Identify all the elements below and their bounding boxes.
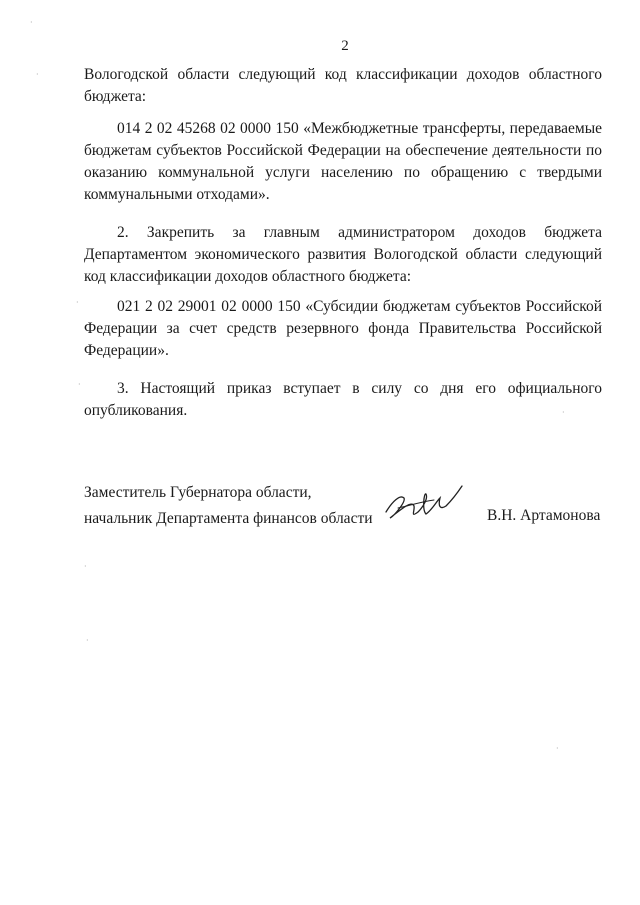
scan-speck: · xyxy=(78,380,81,389)
signatory-name: В.Н. Артамонова xyxy=(487,507,601,524)
paragraph-text: 014 2 02 45268 02 0000 150 «Межбюджетные трансферты, передаваемые бюджетам субъектов Российской Федерации на обеспечение деятельности по оказанию коммунальной услуги населению по обращению с твердыми коммунальными отходами». xyxy=(84,120,602,203)
scan-speck: · xyxy=(86,636,89,645)
paragraph-text: 021 2 02 29001 02 0000 150 «Субсидии бюджетам субъектов Российской Федерации за счет средств резервного фонда Правительства Российской Федерации». xyxy=(84,298,602,359)
document-paragraph-3 xyxy=(84,222,602,288)
position-line-1: Заместитель Губернатора области, xyxy=(84,484,312,501)
paragraph-text: Вологодской области следующий код классификации доходов областного бюджета: xyxy=(84,66,602,105)
document-paragraph-1 xyxy=(84,64,602,108)
page-number: 2 xyxy=(341,38,349,54)
document-paragraph-2 xyxy=(84,118,602,206)
paragraph-text: 2. Закрепить за главным администратором доходов бюджета Департаментом экономического развития Вологодской области следующий код классификации доходов областного бюджета: xyxy=(84,224,602,285)
scan-speck: · xyxy=(556,744,559,753)
scan-speck: · xyxy=(562,408,565,417)
scan-speck: · xyxy=(36,70,39,79)
handwritten-signature xyxy=(378,480,468,530)
document-paragraph-5 xyxy=(84,378,602,422)
scan-speck: · xyxy=(30,18,33,27)
position-line-2: начальник Департамента финансов области xyxy=(84,510,373,527)
scan-speck: · xyxy=(84,562,87,571)
document-paragraph-4 xyxy=(84,296,602,362)
signatory-position xyxy=(84,480,373,532)
paragraph-text: 3. Настоящий приказ вступает в силу со дня его официального опубликования. xyxy=(84,380,602,419)
scan-speck: · xyxy=(76,298,79,307)
